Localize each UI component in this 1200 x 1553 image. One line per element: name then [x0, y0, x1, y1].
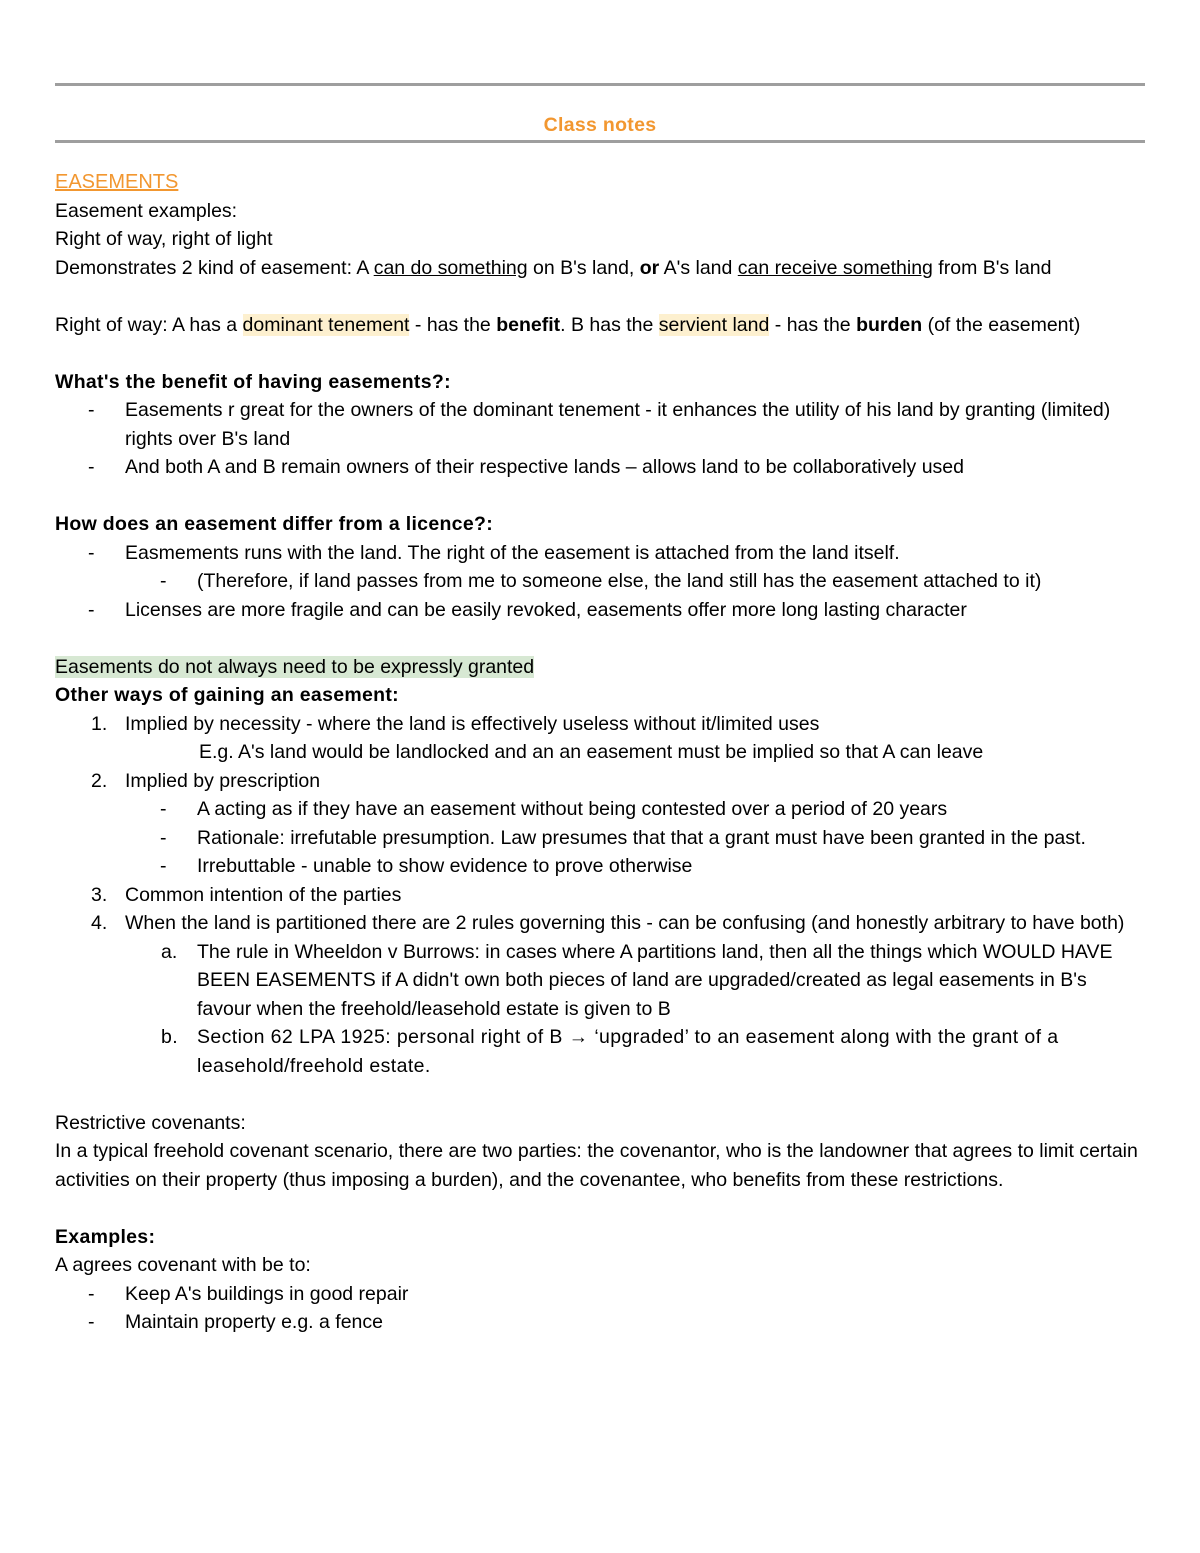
covenants-label: Restrictive covenants:	[55, 1111, 246, 1134]
page-title: Class notes	[543, 114, 657, 136]
highlight-dominant-tenement: dominant tenement	[242, 313, 410, 336]
underlined-phrase: can receive something	[737, 256, 933, 279]
examples-heading: Examples:	[55, 1225, 156, 1248]
list-item: - And both A and B remain owners of their respective lands – allows land to be collaboratively used	[88, 456, 964, 478]
numbered-item: 1. Implied by necessity - where the land is effectively useless without it/limited uses	[91, 712, 820, 735]
list-item: - Licenses are more fragile and can be easily revoked, easements offer more long lasting character	[88, 598, 967, 621]
list-item: - Maintain property e.g. a fence	[88, 1311, 383, 1333]
numbered-item: 4. When the land is partitioned there are 2 rules governing this - can be confusing (and honestly arbitrary to have both)	[91, 912, 1125, 934]
example-line: E.g. A's land would be landlocked and an an easement must be implied so that A can leave	[199, 741, 984, 763]
lettered-item: b. Section 62 LPA 1925: personal right of B → ‘upgraded’ to an easement along with the grant of a leasehold/freehold estate.	[161, 1026, 1059, 1077]
list-item: - Rationale: irrefutable presumption. Law presumes that that a grant must have been granted in the past.	[160, 826, 1086, 849]
list-item: - (Therefore, if land passes from me to someone else, the land still has the easement attached to it)	[160, 570, 1042, 592]
covenants-paragraph: In a typical freehold covenant scenario, there are two parties: the covenantor, who is the landowner that agrees to limit certain activities on their property (thus imposing a burden), and the covenantee, who benefits from these restrictions.	[55, 1140, 1138, 1191]
highlighted-note: Easements do not always need to be expressly granted	[55, 655, 535, 678]
top-rule	[55, 83, 1145, 86]
lettered-item: a. The rule in Wheeldon v Burrows: in cases where A partitions land, then all the things which WOULD HAVE BEEN EASEMENTS if A didn't own both pieces of land are upgraded/created as legal easements in B's favour when the freehold/leasehold estate is given to B	[161, 940, 1113, 1020]
list-item: - Easmements runs with the land. The right of the easement is attached from the land itself.	[88, 541, 900, 564]
benefit-heading: What's the benefit of having easements?:	[55, 370, 451, 393]
underlined-phrase: can do something	[373, 256, 528, 279]
highlight-servient-land: servient land	[658, 313, 770, 336]
list-item: - Keep A's buildings in good repair	[88, 1282, 409, 1305]
list-item: - A acting as if they have an easement without being contested over a period of 20 years	[160, 798, 948, 820]
right-of-way-paragraph: Right of way: A has a dominant tenement - has the benefit. B has the servient land - has the burden (of the easement)	[55, 313, 1081, 336]
list-item: - Easements r great for the owners of the dominant tenement - it enhances the utility of his land by granting (limited) rights over B's land	[88, 399, 1111, 450]
title-rule	[55, 140, 1145, 143]
demonstrates-paragraph: Demonstrates 2 kind of easement: A can do something on B's land, or A's land can receive something from B's land	[55, 256, 1052, 279]
numbered-item: 2. Implied by prescription	[91, 769, 321, 792]
numbered-item: 3. Common intention of the parties	[91, 883, 402, 906]
list-item: - Irrebuttable - unable to show evidence to prove otherwise	[160, 855, 693, 877]
gaining-heading: Other ways of gaining an easement:	[55, 684, 399, 706]
easements-heading: EASEMENTS	[55, 171, 179, 193]
covenant-intro: A agrees covenant with be to:	[55, 1254, 311, 1276]
document-body	[55, 168, 1145, 1337]
licence-heading: How does an easement differ from a licence?:	[55, 513, 493, 535]
examples-text: Right of way, right of light	[55, 228, 273, 250]
section-heading-easements	[55, 168, 1145, 197]
examples-label: Easement examples:	[55, 199, 238, 222]
